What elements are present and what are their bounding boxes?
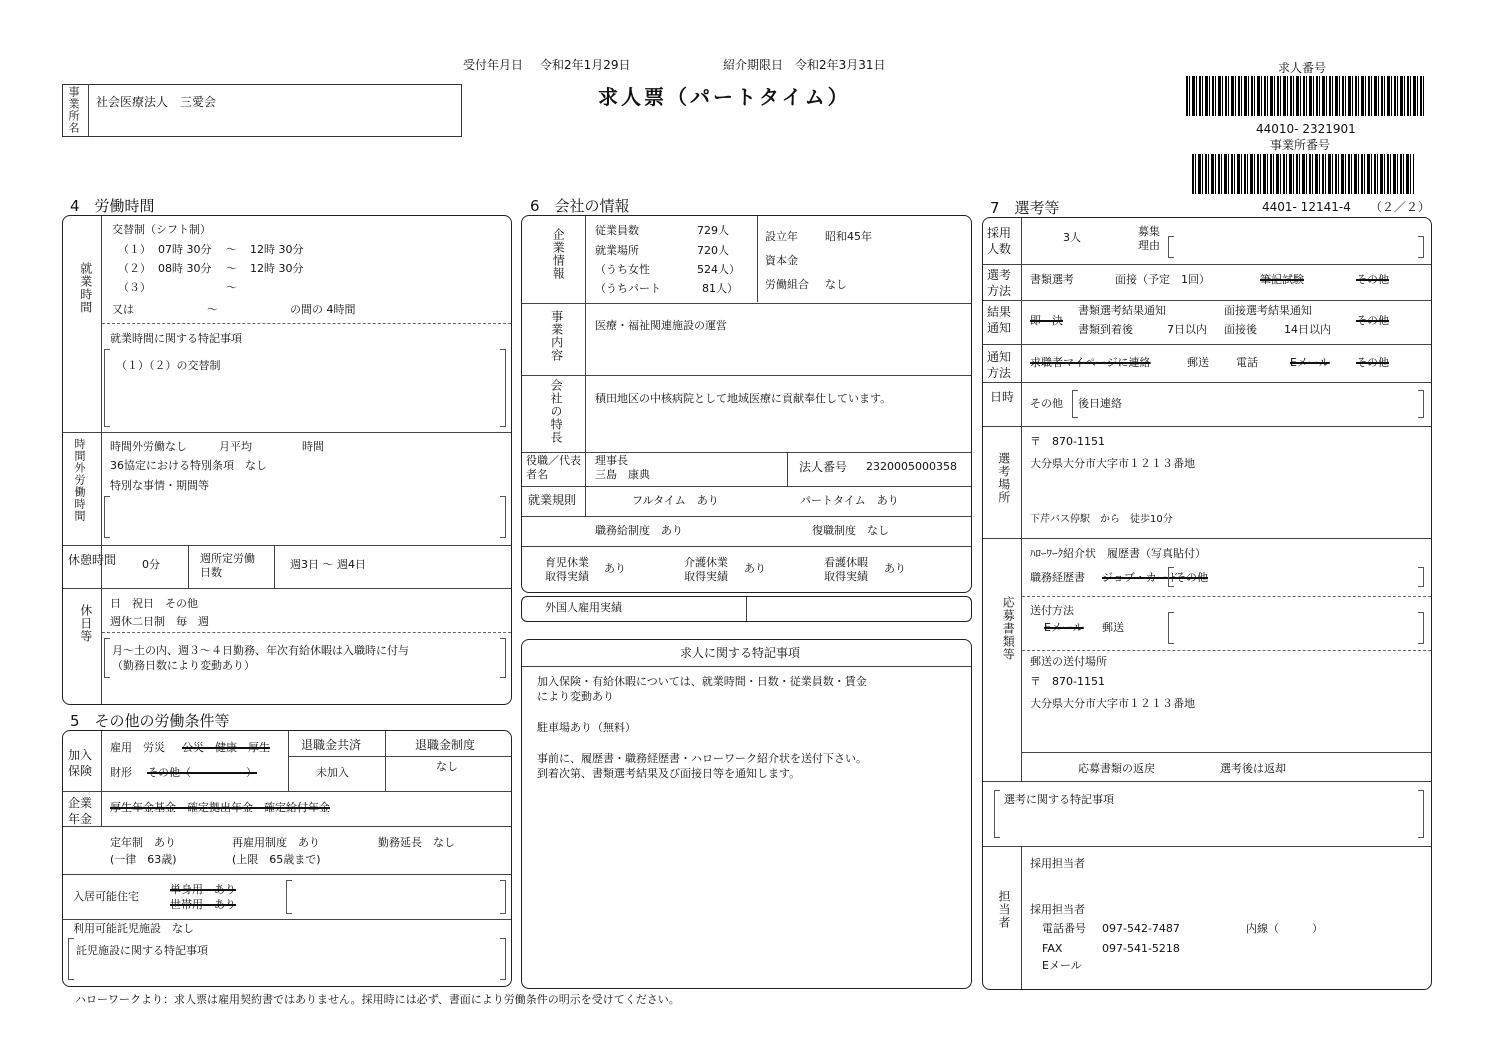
s5-title: 5 その他の労働条件等 (70, 712, 230, 730)
s4-holiday-label: 休日等 (78, 604, 93, 643)
s4-row3-sep: ～ (226, 281, 237, 294)
office-name: 社会医療法人 三愛会 (96, 95, 217, 109)
s6-workplace-label: 就業場所 (595, 244, 639, 257)
s7-place-label: 選考場所 (996, 452, 1011, 504)
s4-overtime-none: 時間外労働なし (110, 440, 187, 453)
s7-m1: 書類選考 (1030, 273, 1074, 286)
s7-send-place: 郵送の送付場所 (1030, 655, 1107, 668)
s5-ins-line2-b: その他（ ） (147, 766, 257, 779)
office-number-label: 事業所番号 (1270, 138, 1331, 152)
office-name-box (62, 84, 462, 137)
s6-workplace: 720人 (697, 244, 729, 257)
period-date: 令和2年3月31日 (795, 58, 886, 72)
s4-row1-start: 07時 30分 (158, 243, 212, 256)
s6-note4: 事前に、履歴書・職務経歴書・ハローワーク紹介状を送付下さい。 (537, 752, 867, 765)
s7-title: 7 選考等 (990, 199, 1060, 217)
s4-weekly-label: 週所定労働日数 (200, 552, 255, 580)
s6-rep-name: 三島 康典 (595, 468, 650, 481)
s4-note-label: 就業時間に関する特記事項 (110, 332, 242, 345)
s7-m4: その他 (1356, 273, 1389, 286)
s6-childcare-leave: 育児休業取得実績 (545, 556, 589, 584)
s6-union-label: 労働組合 (765, 278, 809, 291)
s6-founded-label: 設立年 (765, 230, 798, 243)
s6-founded: 昭和45年 (825, 230, 872, 243)
s7-r2d: 面接後 (1224, 323, 1257, 336)
s7-r3: その他 (1356, 314, 1389, 327)
s5-retire-mutual-value: 未加入 (316, 766, 349, 779)
s7-doc3: ジョブ・カード (1102, 571, 1179, 584)
s6-return: 復職制度 なし (812, 524, 889, 537)
office-label: 事業所名 (67, 86, 80, 134)
footer-note: ハローワークより：求人票は雇用契約書ではありません。採用時には必ず、書面により労働条件の明示を受けてください。 (75, 993, 680, 1006)
s4-special: 特別な事情・期間等 (110, 479, 209, 492)
s6-feature-label: 会社の特長 (549, 379, 563, 444)
s7-hire-value: 3人 (1063, 231, 1081, 244)
s6-employees-label: 従業員数 (595, 224, 639, 237)
s7-ext: 内線（ ） (1246, 922, 1323, 935)
s5-retire-mutual-label: 退職金共済 (301, 738, 362, 752)
s6-job-pay: 職務給制度 あり (595, 524, 683, 537)
s6-business: 医療・福祉関連施設の運営 (595, 319, 727, 332)
s6-nursing-leave-v: あり (884, 562, 906, 575)
s4-weekly-value: 週3日 ～ 週4日 (290, 558, 366, 571)
s6-business-label: 事業内容 (549, 310, 564, 362)
s6-rep-label: 役職／代表者名 (526, 454, 581, 482)
s6-care-leave-v: あり (744, 562, 766, 575)
s7-result-label: 結果通知 (987, 305, 1012, 335)
s7-send-zip: 〒 870-1151 (1030, 675, 1105, 688)
s5-rehire-detail: (上限 65歳まで) (232, 853, 321, 866)
s7-n5: その他 (1356, 356, 1389, 369)
s6-female-label: （うち女性 (595, 263, 650, 276)
s6-note2: により変動あり (537, 690, 614, 703)
period-label: 紹介期限日 (723, 58, 784, 72)
s4-row2-sep: ～ (226, 262, 237, 275)
s7-r1d: 書類到着後 (1078, 323, 1133, 336)
s5-ins-line1-b: 公災 健康 厚生 (182, 741, 270, 754)
s6-part: 81人） (702, 282, 738, 295)
s6-union: なし (825, 278, 847, 291)
s7-tel: 097-542-7487 (1102, 922, 1180, 935)
office-barcode (1192, 154, 1414, 194)
s5-childcare-note: 託児施設に関する特記事項 (76, 944, 208, 957)
s6-nursing-leave: 看護休暇取得実績 (824, 556, 868, 584)
s5-retire-system-value: なし (436, 760, 458, 773)
s7-r1v: 7日以内 (1167, 323, 1207, 336)
s7-contact-label: 担当者 (997, 890, 1011, 929)
s7-r1: 書類選考結果通知 (1078, 304, 1166, 317)
s6-employees: 729人 (697, 224, 729, 237)
s5-pension-items: 厚生年金基金 確定拠出年金 確定給付年金 (110, 801, 330, 814)
s4-rest-label: 休憩時間 (68, 553, 117, 567)
s6-note5: 到着次第、書類選考結果及び面接日等を通知します。 (537, 767, 801, 780)
s7-doc2: 職務経歴書 (1030, 571, 1085, 584)
s4-or-sep: ～ (207, 303, 218, 316)
s4-holiday-line1: 日 祝日 その他 (110, 597, 198, 610)
s5-pension-label: 企業年金 (68, 796, 93, 826)
s7-r2: 面接選考結果通知 (1224, 304, 1312, 317)
s4-work-label: 就業時間 (78, 262, 93, 314)
s6-note3: 駐車場あり（無料） (537, 721, 636, 734)
s4-holiday-line2: 週休二日制 毎 週 (110, 615, 209, 628)
s7-doc1: ﾊﾛｰﾜｰｸ紹介状 履歴書（写真貼付） (1030, 547, 1206, 560)
receipt-label: 受付年月日 (463, 58, 524, 72)
s7-fax-label: FAX (1042, 942, 1063, 955)
s4-row1-end: 12時 30分 (250, 243, 304, 256)
s5-retire-age-detail: (一律 63歳) (110, 853, 177, 866)
s7-date-value: 後日連絡 (1078, 397, 1122, 410)
s6-title: 6 会社の情報 (530, 197, 630, 215)
s4-holiday-note1: 月～土の内、週３～４日勤務、年次有給休暇は入職時に付与 (112, 644, 409, 657)
s7-send-address: 大分県大分市大字市１２１３番地 (1030, 697, 1195, 710)
s5-extension: 勤務延長 なし (378, 836, 455, 849)
s7-reason-label: 募集理由 (1138, 225, 1160, 253)
s5-retire-age: 定年制 あり (110, 836, 176, 849)
s4-row1-no: （１） (118, 243, 151, 256)
page-title: 求人票（パートタイム） (598, 85, 851, 109)
s7-doc4: その他 (1175, 571, 1208, 584)
s4-note-text: （１）（２）の交替制 (116, 359, 221, 372)
job-number-label: 求人番号 (1278, 61, 1327, 75)
s7-sel-note: 選考に関する特記事項 (1004, 793, 1114, 806)
s7-return-label: 応募書類の返戻 (1078, 762, 1155, 775)
job-barcode (1186, 76, 1424, 116)
s7-send1: Eメール (1044, 621, 1084, 634)
office-number: 4401- 12141-4 (1262, 200, 1351, 214)
s6-care-leave: 介護休業取得実績 (684, 556, 728, 584)
s4-row2-start: 08時 30分 (158, 262, 212, 275)
s6-childcare-leave-v: あり (604, 562, 626, 575)
s6-fulltime: フルタイム あり (632, 494, 719, 507)
s7-method-label: 選考方法 (987, 268, 1012, 298)
s7-send-label: 送付方法 (1030, 604, 1074, 617)
s7-n3: 電話 (1236, 356, 1258, 369)
s5-housing-single: 単身用 あり (170, 883, 236, 896)
s7-n4: Eメール (1290, 356, 1330, 369)
s5-ins-line1-a: 雇用 労災 (110, 741, 165, 754)
s7-date-other: その他 (1030, 397, 1063, 410)
s7-zip: 〒 870-1151 (1030, 435, 1105, 448)
s7-docs-label: 応募書類等 (1001, 596, 1016, 661)
s5-retire-system-label: 退職金制度 (415, 738, 476, 752)
s6-female: 524人） (697, 263, 740, 276)
s7-person1: 採用担当者 (1030, 857, 1085, 870)
s5-housing-family: 世帯用 あり (170, 898, 236, 911)
receipt-date: 令和2年1月29日 (540, 58, 631, 72)
s7-address: 大分県大分市大字市１２１３番地 (1030, 457, 1195, 470)
s5-housing-label: 入居可能住宅 (73, 890, 139, 903)
s6-rules-label: 就業規則 (528, 493, 577, 507)
s7-email-label: Eメール (1042, 959, 1082, 972)
s7-m3: 筆記試験 (1260, 273, 1304, 286)
s4-row2-no: （２） (118, 262, 151, 275)
s6-note1: 加入保険・有給休暇については、就業時間・日数・従業員数・賃金 (537, 675, 867, 688)
s4-or-label: 又は (112, 303, 134, 316)
s4-agreement: 36協定における特別条項 なし (110, 459, 267, 472)
s7-person2: 採用担当者 (1030, 903, 1085, 916)
s7-notice-label: 通知方法 (987, 350, 1012, 380)
s5-rehire: 再雇用制度 あり (232, 836, 320, 849)
s6-parttime: パートタイム あり (800, 494, 899, 507)
job-number: 44010- 2321901 (1256, 122, 1356, 136)
s4-hours: 時間 (302, 440, 324, 453)
page-number: （２／２） (1370, 200, 1431, 214)
s6-corp-label: 法人番号 (799, 460, 848, 474)
s4-row3-no: （３） (118, 281, 151, 294)
s4-shift: 交替制（シフト制） (112, 223, 211, 236)
s7-fax: 097-541-5218 (1102, 942, 1180, 955)
s7-access: 下芹バス停駅 から 徒歩10分 (1030, 514, 1173, 525)
s7-m2: 面接（予定 1回） (1115, 273, 1210, 286)
s6-company-label: 企業情報 (551, 228, 566, 280)
s7-r2v: 14日以内 (1284, 323, 1331, 336)
s6-feature: 積田地区の中核病院として地域医療に貢献奉仕しています。 (595, 392, 892, 405)
s4-title: 4 労働時間 (70, 197, 155, 215)
s7-n2: 郵送 (1187, 356, 1209, 369)
s6-part-label: （うちパート (595, 282, 661, 295)
s4-holiday-note2: （勤務日数により変動あり） (112, 659, 255, 672)
s4-row2-end: 12時 30分 (250, 262, 304, 275)
s6-foreign-label: 外国人雇用実績 (545, 601, 622, 614)
s4-overtime-label: 時間外労働時間 (73, 438, 86, 522)
s4-rest-value: 0分 (142, 558, 160, 571)
s7-hire-label: 採用人数 (987, 226, 1012, 256)
s7-n1: 求職者マイページに連絡 (1030, 356, 1151, 369)
s5-childcare: 利用可能託児施設 なし (73, 922, 194, 935)
s4-or-text: の間の 4時間 (290, 303, 356, 316)
s6-capital-label: 資本金 (765, 254, 798, 267)
s6-rep-title: 理事長 (595, 454, 628, 467)
s7-r-now: 即 決 (1030, 314, 1063, 327)
s6-corp-no: 2320005000358 (866, 460, 957, 473)
s7-send2: 郵送 (1102, 621, 1124, 634)
s4-monthly-avg: 月平均 (219, 440, 252, 453)
s7-tel-label: 電話番号 (1042, 922, 1086, 935)
s5-ins-line2-a: 財形 (110, 766, 132, 779)
s4-row1-sep: ～ (226, 243, 237, 256)
s6-notes-title: 求人に関する特記事項 (680, 646, 801, 660)
s7-return-value: 選考後は返却 (1220, 762, 1286, 775)
s5-insurance-label: 加入保険 (68, 748, 93, 778)
s7-date-label: 日時 (990, 390, 1015, 404)
